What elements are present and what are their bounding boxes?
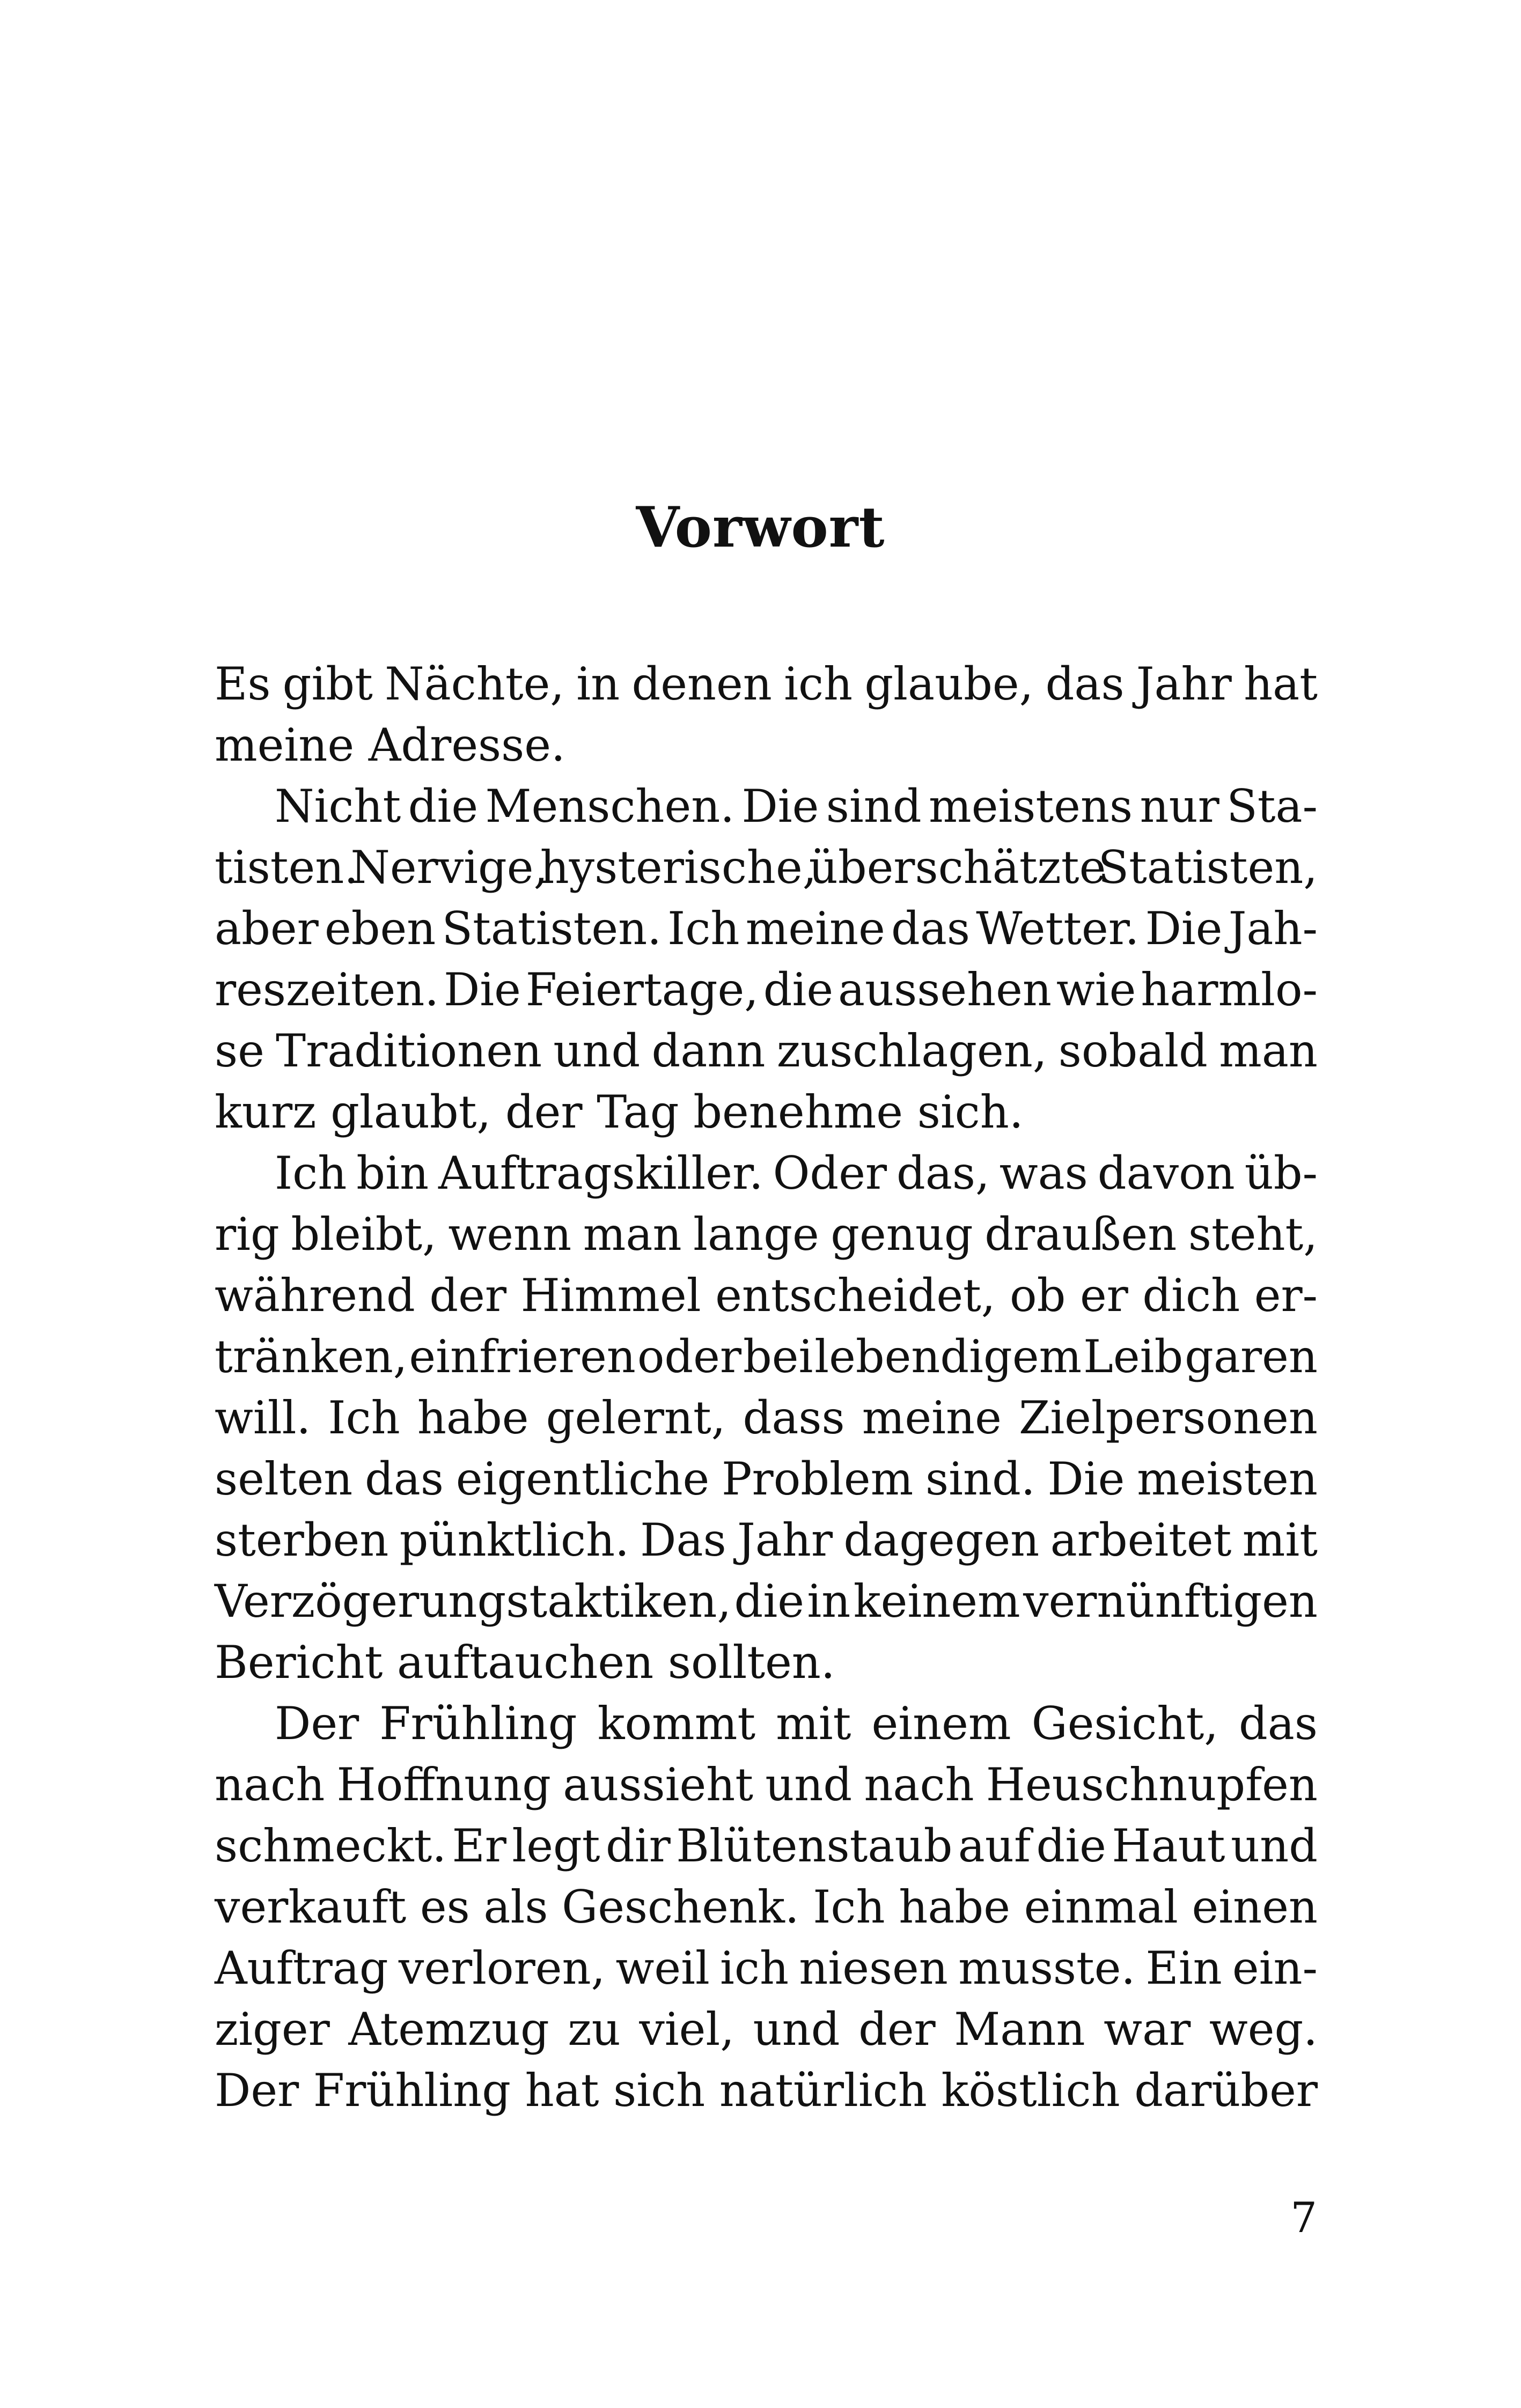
text-line: tisten. Nervige, hysterische, überschätzte Statisten, [215,841,1318,894]
text-line: selten das eigentliche Problem sind. Die meisten [215,1453,1318,1505]
text-line: verkauft es als Geschenk. Ich habe einmal einen [215,1881,1318,1933]
text-line: Verzögerungstaktiken, die in keinem vernünftigen [215,1575,1318,1628]
text-line: rig bleibt, wenn man lange genug draußen steht, [215,1208,1318,1261]
text-line: Der Frühling kommt mit einem Gesicht, das [275,1697,1318,1750]
body-text [215,653,1318,2121]
text-line: Der Frühling hat sich natürlich köstlich darüber [215,2064,1318,2117]
text-line: will. Ich habe gelernt, dass meine Zielpersonen [215,1391,1318,1444]
text-line: Bericht auftauchen sollten. [215,1636,835,1689]
text-line: Es gibt Nächte, in denen ich glaube, das Jahr hat [215,658,1318,710]
text-line: nach Hoffnung aussieht und nach Heuschnupfen [215,1758,1318,1811]
text-line: reszeiten. Die Feiertage, die aussehen wie harmlo- [215,963,1318,1016]
text-line: se Traditionen und dann zuschlagen, sobald man [215,1025,1318,1077]
text-line: schmeckt. Er legt dir Blütenstaub auf die Haut und [215,1820,1318,1872]
text-line: kurz glaubt, der Tag benehme sich. [215,1086,1024,1138]
text-line: während der Himmel entscheidet, ob er dich er- [215,1269,1318,1322]
text-line: meine Adresse. [215,719,565,771]
chapter-heading: Vorwort [636,494,885,560]
text-line: Auftrag verloren, weil ich niesen musste. Ein ein- [215,1942,1318,1994]
text-line: Nicht die Menschen. Die sind meistens nur Sta- [275,780,1318,833]
page-number: 7 [1290,2194,1317,2242]
text-line: sterben pünktlich. Das Jahr dagegen arbeitet mit [215,1514,1318,1566]
text-line: tränken, einfrieren oder bei lebendigem Leib garen [215,1330,1318,1383]
text-line: ziger Atemzug zu viel, und der Mann war weg. [215,2003,1318,2056]
text-line: Ich bin Auftragskiller. Oder das, was davon üb- [275,1147,1318,1199]
text-line: aber eben Statisten. Ich meine das Wetter. Die Jah- [215,902,1318,955]
